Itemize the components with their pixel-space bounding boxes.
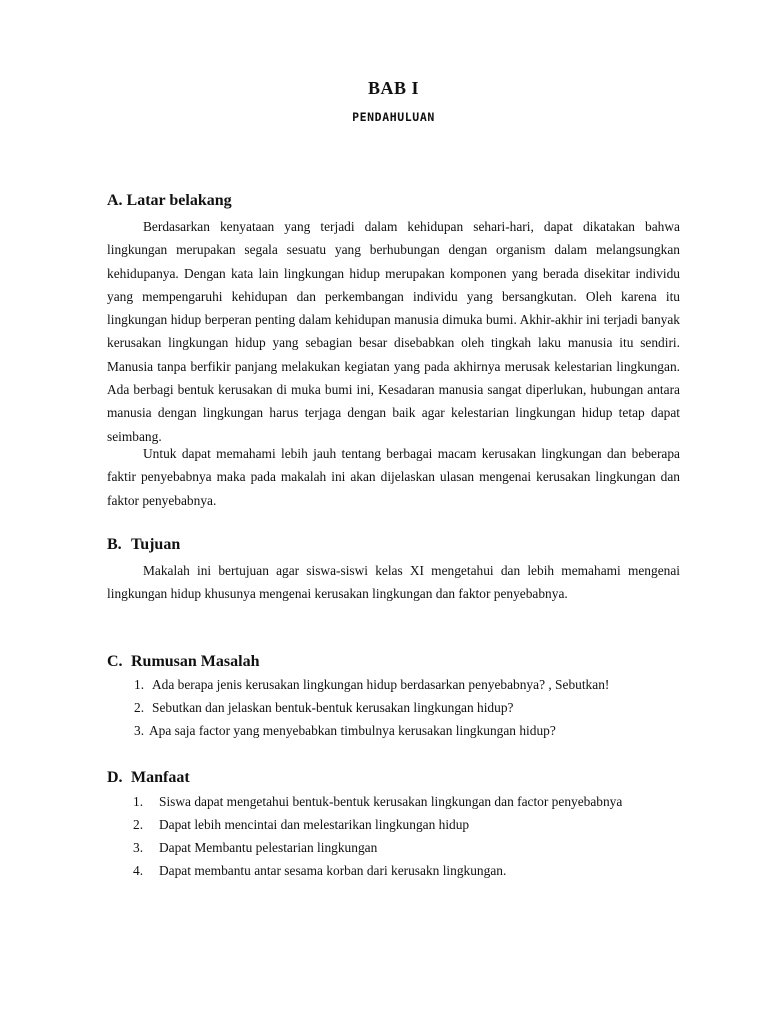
paragraph-latar-belakang-1: Berdasarkan kenyataan yang terjadi dalam kehidupan sehari-hari, dapat dikatakan bahwa lingkungan merupakan segala sesuatu yang berhubungan dengan organism dalam melangsungkan kehidupanya. Dengan kata lain lingkungan hidup merupakan komponen yang berada disekitar individu yang mempengaruhi kehidupan dan perkembangan individu yang bersangkutan. Oleh karena itu lingkungan hidup berperan penting dalam kehidupan manusia dimuka bumi. Akhir-akhir ini terjadi banyak kerusakan lingkungan hidup yang sebagian besar disebabkan oleh tingkah laku manusia itu sendiri. Manusia tanpa berfikir panjang melakukan kegiatan yang pada akhirnya merusak kelestarian lingkungan. Ada berbagi bentuk kerusakan di muka bumi ini, Kesadaran manusia sangat diperlukan, hubungan antara manusia dengan lingkungan harus terjaga dengan baik agar kelestarian lingkungan hidup tetap dapat seimbang.: [107, 219, 680, 444]
list-number: 2.: [134, 700, 145, 715]
manfaat-list: [107, 794, 680, 886]
list-item: [107, 863, 680, 886]
list-text: Sebutkan dan jelaskan bentuk-bentuk kerusakan lingkungan hidup?: [152, 700, 514, 715]
section-title: Tujuan: [131, 536, 181, 553]
section-heading-manfaat: [107, 769, 190, 787]
list-text: Dapat lebih mencintai dan melestarikan lingkungan hidup: [159, 817, 470, 832]
list-item: [107, 840, 680, 863]
list-number: 3.: [134, 723, 145, 738]
list-number: 1.: [134, 677, 145, 692]
list-number: 4.: [133, 863, 144, 878]
list-text: Apa saja factor yang menyebabkan timbulnya kerusakan lingkungan hidup?: [149, 723, 556, 738]
section-heading-rumusan-masalah: [107, 653, 259, 671]
list-item: [107, 723, 680, 746]
section-letter: D.: [107, 769, 123, 786]
list-item: [107, 700, 680, 723]
chapter-subtitle: PENDAHULUAN: [352, 110, 435, 124]
section-letter: B.: [107, 536, 122, 553]
list-text: Dapat Membantu pelestarian lingkungan: [159, 840, 378, 855]
section-title: Rumusan Masalah: [131, 653, 260, 670]
list-item: [107, 677, 680, 700]
list-number: 2.: [133, 817, 144, 832]
paragraph-latar-belakang-2: Untuk dapat memahami lebih jauh tentang berbagai macam kerusakan lingkungan dan beberapa faktir penyebabnya maka pada makalah ini akan dijelaskan ulasan mengenai kerusakan lingkungan dan faktor penyebabnya.: [107, 446, 680, 508]
section-heading-tujuan: [107, 536, 180, 554]
list-item: [107, 817, 680, 840]
list-item: [107, 794, 680, 817]
section-heading-latar-belakang: A. Latar belakang: [107, 192, 232, 209]
list-text: Siswa dapat mengetahui bentuk-bentuk kerusakan lingkungan dan factor penyebabnya: [159, 794, 623, 809]
section-letter: C.: [107, 653, 123, 670]
paragraph-tujuan: Makalah ini bertujuan agar siswa-siswi kelas XI mengetahui dan lebih memahami mengenai lingkungan hidup khusunya mengenai kerusakan lingkungan dan faktor penyebabnya.: [107, 563, 680, 602]
list-text: Dapat membantu antar sesama korban dari kerusakn lingkungan.: [159, 863, 507, 878]
list-number: 1.: [133, 794, 144, 809]
list-text: Ada berapa jenis kerusakan lingkungan hidup berdasarkan penyebabnya? , Sebutkan!: [152, 677, 610, 692]
rumusan-masalah-list: [107, 677, 680, 746]
list-number: 3.: [133, 840, 144, 855]
section-title: Manfaat: [131, 769, 190, 786]
chapter-title: BAB I: [367, 78, 419, 98]
